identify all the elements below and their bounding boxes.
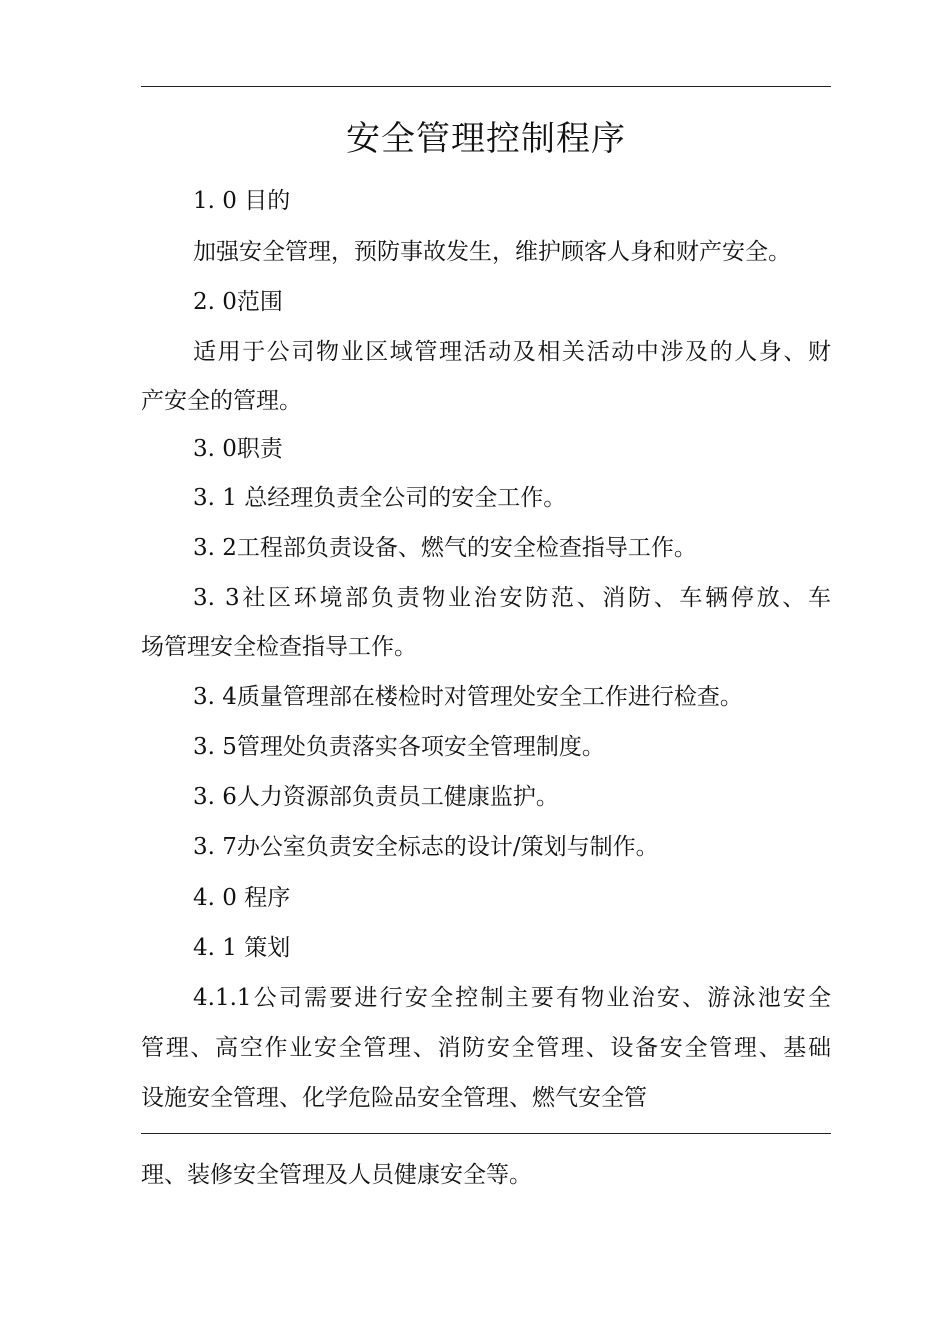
- section-heading-procedure: 4. 0 程序: [193, 885, 291, 911]
- paragraph-purpose: 加强安全管理，预防事故发生，维护顾客人身和财产安全。: [193, 239, 791, 265]
- item-3-5: 3. 5管理处负责落实各项安全管理制度。: [193, 734, 605, 760]
- document-title: 安全管理控制程序: [346, 119, 626, 159]
- item-3-1: 3. 1 总经理负责全公司的安全工作。: [193, 485, 567, 511]
- paragraph-scope-line-2: 产安全的管理。: [141, 388, 302, 414]
- header-rule: [141, 86, 831, 87]
- item-3-7: 3. 7办公室负责安全标志的设计/策划与制作。: [193, 834, 659, 860]
- section-heading-purpose: 1. 0 目的: [193, 188, 291, 214]
- section-heading-responsibilities: 3. 0职责: [193, 436, 283, 462]
- item-3-3-line-2: 场管理安全检查指导工作。: [141, 634, 417, 660]
- item-4-1-1-line-3: 设施安全管理、化学危险品安全管理、燃气安全管: [141, 1085, 647, 1111]
- item-3-4: 3. 4质量管理部在楼检时对管理处安全工作进行检查。: [193, 684, 743, 710]
- subsection-heading-planning: 4. 1 策划: [193, 935, 291, 961]
- item-4-1-1-line-1: 4.1.1公司需要进行安全控制主要有物业治安、游泳池安全: [193, 985, 831, 1011]
- item-4-1-1-line-4: 理、装修安全管理及人员健康安全等。: [141, 1162, 532, 1188]
- section-heading-scope: 2. 0范围: [193, 289, 283, 315]
- item-3-2: 3. 2工程部负责设备、燃气的安全检查指导工作。: [193, 535, 697, 561]
- page-break-rule: [141, 1133, 831, 1134]
- item-3-3-line-1: 3. 3社区环境部负责物业治安防范、消防、车辆停放、车: [193, 585, 831, 611]
- item-4-1-1-line-2: 管理、高空作业安全管理、消防安全管理、设备安全管理、基础: [141, 1035, 831, 1061]
- paragraph-scope-line-1: 适用于公司物业区域管理活动及相关活动中涉及的人身、财: [193, 339, 831, 365]
- item-3-6: 3. 6人力资源部负责员工健康监护。: [193, 784, 559, 810]
